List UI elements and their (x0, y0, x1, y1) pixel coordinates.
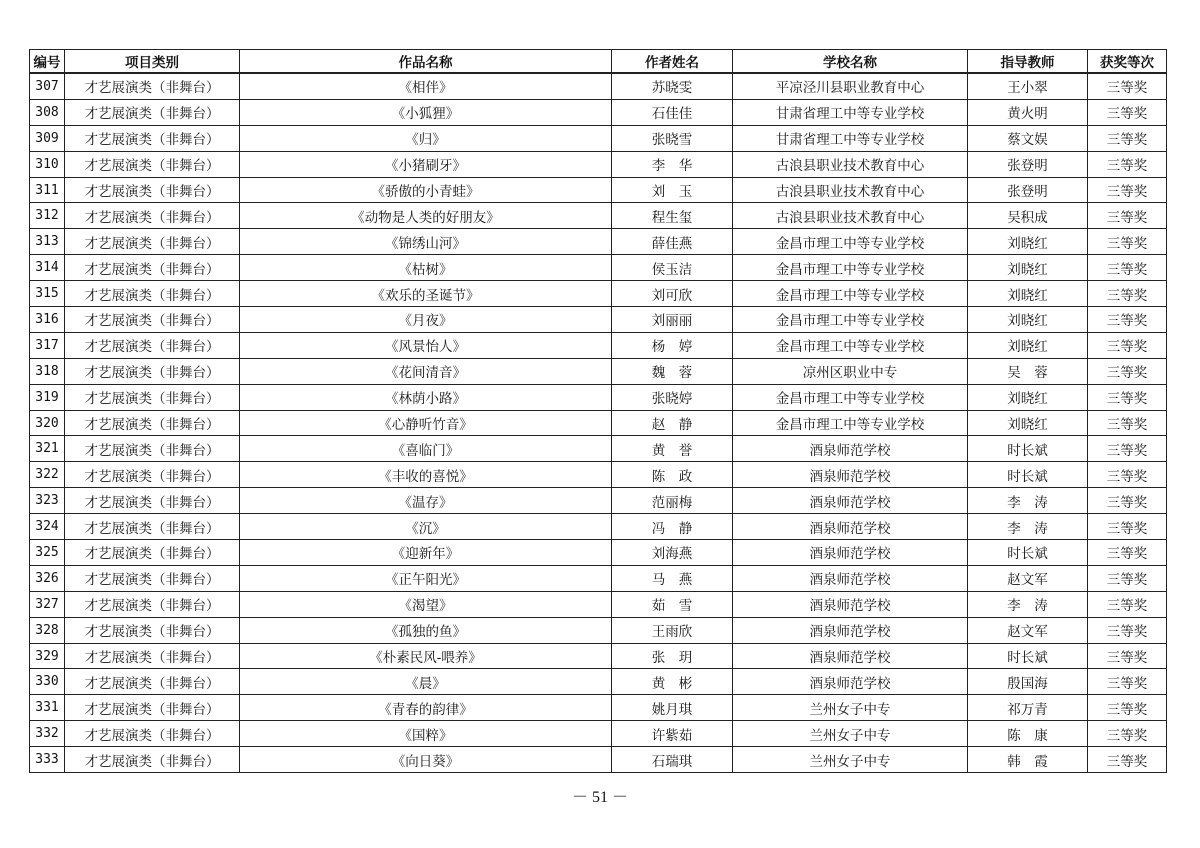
table-row (30, 643, 1167, 669)
cell-category: 才艺展演类（非舞台） (65, 384, 240, 410)
cell-teacher: 祁万青 (968, 695, 1088, 721)
cell-category: 才艺展演类（非舞台） (65, 488, 240, 514)
cell-author: 侯玉洁 (612, 255, 733, 281)
table-row (30, 695, 1167, 721)
cell-author: 张晓雪 (612, 125, 733, 151)
cell-award-level: 三等奖 (1088, 255, 1167, 281)
table-row (30, 721, 1167, 747)
cell-school: 古浪县职业技术教育中心 (733, 203, 968, 229)
cell-number: 326 (30, 565, 65, 591)
cell-author: 茹 雪 (612, 591, 733, 617)
cell-category: 才艺展演类（非舞台） (65, 643, 240, 669)
cell-teacher: 时长斌 (968, 643, 1088, 669)
table-row (30, 514, 1167, 540)
cell-author: 姚月琪 (612, 695, 733, 721)
cell-teacher: 刘晓红 (968, 255, 1088, 281)
cell-school: 酒泉师范学校 (733, 462, 968, 488)
cell-author: 许紫茹 (612, 721, 733, 747)
table-row (30, 488, 1167, 514)
table-row (30, 462, 1167, 488)
cell-number: 324 (30, 514, 65, 540)
cell-work-title: 《花间清音》 (240, 358, 612, 384)
cell-award-level: 三等奖 (1088, 384, 1167, 410)
cell-category: 才艺展演类（非舞台） (65, 617, 240, 643)
table-header-row (30, 50, 1167, 74)
cell-award-level: 三等奖 (1088, 358, 1167, 384)
cell-school: 兰州女子中专 (733, 747, 968, 773)
cell-teacher: 吴积成 (968, 203, 1088, 229)
cell-school: 酒泉师范学校 (733, 514, 968, 540)
table-row (30, 332, 1167, 358)
cell-award-level: 三等奖 (1088, 462, 1167, 488)
cell-number: 310 (30, 151, 65, 177)
cell-teacher: 李 涛 (968, 591, 1088, 617)
table-row (30, 747, 1167, 773)
cell-author: 李 华 (612, 151, 733, 177)
cell-school: 酒泉师范学校 (733, 540, 968, 566)
cell-teacher: 刘晓红 (968, 281, 1088, 307)
header-work-title: 作品名称 (240, 50, 612, 74)
header-number: 编号 (30, 50, 65, 74)
cell-category: 才艺展演类（非舞台） (65, 514, 240, 540)
table-row (30, 281, 1167, 307)
cell-number: 313 (30, 229, 65, 255)
cell-category: 才艺展演类（非舞台） (65, 669, 240, 695)
cell-school: 兰州女子中专 (733, 695, 968, 721)
cell-teacher: 刘晓红 (968, 229, 1088, 255)
cell-award-level: 三等奖 (1088, 307, 1167, 333)
table-row (30, 229, 1167, 255)
cell-work-title: 《孤独的鱼》 (240, 617, 612, 643)
cell-award-level: 三等奖 (1088, 721, 1167, 747)
cell-school: 酒泉师范学校 (733, 436, 968, 462)
cell-author: 张 玥 (612, 643, 733, 669)
cell-teacher: 吴 蓉 (968, 358, 1088, 384)
cell-work-title: 《林荫小路》 (240, 384, 612, 410)
cell-school: 兰州女子中专 (733, 721, 968, 747)
cell-teacher: 王小翠 (968, 73, 1088, 99)
cell-author: 赵 静 (612, 410, 733, 436)
cell-teacher: 黄火明 (968, 99, 1088, 125)
cell-work-title: 《温存》 (240, 488, 612, 514)
cell-category: 才艺展演类（非舞台） (65, 565, 240, 591)
cell-award-level: 三等奖 (1088, 669, 1167, 695)
cell-category: 才艺展演类（非舞台） (65, 151, 240, 177)
cell-award-level: 三等奖 (1088, 332, 1167, 358)
cell-number: 315 (30, 281, 65, 307)
cell-school: 平凉泾川县职业教育中心 (733, 73, 968, 99)
cell-award-level: 三等奖 (1088, 436, 1167, 462)
cell-teacher: 刘晓红 (968, 410, 1088, 436)
header-teacher: 指导教师 (968, 50, 1088, 74)
cell-work-title: 《心静听竹音》 (240, 410, 612, 436)
table-row (30, 73, 1167, 99)
cell-category: 才艺展演类（非舞台） (65, 747, 240, 773)
cell-category: 才艺展演类（非舞台） (65, 410, 240, 436)
cell-number: 333 (30, 747, 65, 773)
cell-award-level: 三等奖 (1088, 99, 1167, 125)
cell-award-level: 三等奖 (1088, 514, 1167, 540)
cell-school: 古浪县职业技术教育中心 (733, 151, 968, 177)
cell-number: 332 (30, 721, 65, 747)
table-row (30, 255, 1167, 281)
cell-work-title: 《渴望》 (240, 591, 612, 617)
cell-award-level: 三等奖 (1088, 488, 1167, 514)
cell-author: 薛佳燕 (612, 229, 733, 255)
cell-teacher: 时长斌 (968, 540, 1088, 566)
cell-teacher: 赵文军 (968, 617, 1088, 643)
cell-teacher: 张登明 (968, 177, 1088, 203)
cell-author: 石佳佳 (612, 99, 733, 125)
cell-work-title: 《归》 (240, 125, 612, 151)
cell-award-level: 三等奖 (1088, 591, 1167, 617)
cell-work-title: 《国粹》 (240, 721, 612, 747)
cell-school: 金昌市理工中等专业学校 (733, 255, 968, 281)
cell-category: 才艺展演类（非舞台） (65, 436, 240, 462)
cell-work-title: 《风景怡人》 (240, 332, 612, 358)
cell-award-level: 三等奖 (1088, 695, 1167, 721)
table-row (30, 203, 1167, 229)
cell-author: 苏晓雯 (612, 73, 733, 99)
cell-category: 才艺展演类（非舞台） (65, 307, 240, 333)
cell-work-title: 《小狐狸》 (240, 99, 612, 125)
cell-award-level: 三等奖 (1088, 410, 1167, 436)
cell-category: 才艺展演类（非舞台） (65, 591, 240, 617)
cell-author: 陈 政 (612, 462, 733, 488)
cell-work-title: 《小猪刷牙》 (240, 151, 612, 177)
cell-author: 程生玺 (612, 203, 733, 229)
cell-award-level: 三等奖 (1088, 203, 1167, 229)
cell-author: 刘丽丽 (612, 307, 733, 333)
cell-teacher: 李 涛 (968, 514, 1088, 540)
cell-author: 黄 彬 (612, 669, 733, 695)
table-row (30, 358, 1167, 384)
cell-award-level: 三等奖 (1088, 177, 1167, 203)
table-row (30, 410, 1167, 436)
cell-school: 甘肃省理工中等专业学校 (733, 125, 968, 151)
cell-school: 酒泉师范学校 (733, 565, 968, 591)
cell-teacher: 刘晓红 (968, 384, 1088, 410)
cell-category: 才艺展演类（非舞台） (65, 281, 240, 307)
cell-category: 才艺展演类（非舞台） (65, 203, 240, 229)
cell-number: 318 (30, 358, 65, 384)
cell-number: 331 (30, 695, 65, 721)
cell-number: 312 (30, 203, 65, 229)
cell-school: 金昌市理工中等专业学校 (733, 410, 968, 436)
cell-school: 酒泉师范学校 (733, 669, 968, 695)
cell-work-title: 《月夜》 (240, 307, 612, 333)
cell-category: 才艺展演类（非舞台） (65, 255, 240, 281)
cell-author: 魏 蓉 (612, 358, 733, 384)
cell-school: 甘肃省理工中等专业学校 (733, 99, 968, 125)
cell-category: 才艺展演类（非舞台） (65, 721, 240, 747)
cell-number: 322 (30, 462, 65, 488)
cell-school: 酒泉师范学校 (733, 488, 968, 514)
cell-award-level: 三等奖 (1088, 229, 1167, 255)
cell-author: 刘 玉 (612, 177, 733, 203)
cell-author: 黄 誉 (612, 436, 733, 462)
cell-author: 刘海燕 (612, 540, 733, 566)
cell-award-level: 三等奖 (1088, 565, 1167, 591)
cell-school: 金昌市理工中等专业学校 (733, 307, 968, 333)
cell-teacher: 陈 康 (968, 721, 1088, 747)
cell-number: 327 (30, 591, 65, 617)
cell-work-title: 《动物是人类的好朋友》 (240, 203, 612, 229)
cell-school: 金昌市理工中等专业学校 (733, 229, 968, 255)
cell-award-level: 三等奖 (1088, 151, 1167, 177)
table-row (30, 99, 1167, 125)
cell-number: 308 (30, 99, 65, 125)
cell-category: 才艺展演类（非舞台） (65, 229, 240, 255)
table-row (30, 436, 1167, 462)
cell-teacher: 蔡文娱 (968, 125, 1088, 151)
cell-number: 325 (30, 540, 65, 566)
cell-number: 311 (30, 177, 65, 203)
table-row (30, 384, 1167, 410)
cell-work-title: 《青春的韵律》 (240, 695, 612, 721)
cell-category: 才艺展演类（非舞台） (65, 332, 240, 358)
cell-award-level: 三等奖 (1088, 281, 1167, 307)
table-row (30, 307, 1167, 333)
cell-author: 范丽梅 (612, 488, 733, 514)
cell-award-level: 三等奖 (1088, 540, 1167, 566)
cell-teacher: 张登明 (968, 151, 1088, 177)
cell-work-title: 《枯树》 (240, 255, 612, 281)
cell-number: 314 (30, 255, 65, 281)
table-row (30, 591, 1167, 617)
cell-school: 凉州区职业中专 (733, 358, 968, 384)
cell-number: 309 (30, 125, 65, 151)
cell-category: 才艺展演类（非舞台） (65, 358, 240, 384)
table-body (30, 73, 1167, 773)
cell-school: 酒泉师范学校 (733, 617, 968, 643)
cell-teacher: 时长斌 (968, 462, 1088, 488)
cell-work-title: 《晨》 (240, 669, 612, 695)
cell-teacher: 殷国海 (968, 669, 1088, 695)
cell-work-title: 《迎新年》 (240, 540, 612, 566)
cell-category: 才艺展演类（非舞台） (65, 73, 240, 99)
cell-award-level: 三等奖 (1088, 747, 1167, 773)
cell-number: 321 (30, 436, 65, 462)
cell-work-title: 《丰收的喜悦》 (240, 462, 612, 488)
cell-work-title: 《向日葵》 (240, 747, 612, 773)
table-row (30, 565, 1167, 591)
cell-author: 马 燕 (612, 565, 733, 591)
header-category: 项目类别 (65, 50, 240, 74)
page-number: － 51 － (571, 789, 628, 806)
cell-teacher: 刘晓红 (968, 332, 1088, 358)
cell-number: 329 (30, 643, 65, 669)
cell-teacher: 韩 霞 (968, 747, 1088, 773)
cell-teacher: 时长斌 (968, 436, 1088, 462)
cell-category: 才艺展演类（非舞台） (65, 695, 240, 721)
cell-work-title: 《朴素民风-喂养》 (240, 643, 612, 669)
cell-work-title: 《骄傲的小青蛙》 (240, 177, 612, 203)
cell-work-title: 《欢乐的圣诞节》 (240, 281, 612, 307)
cell-number: 323 (30, 488, 65, 514)
cell-author: 石瑞琪 (612, 747, 733, 773)
cell-school: 古浪县职业技术教育中心 (733, 177, 968, 203)
cell-award-level: 三等奖 (1088, 125, 1167, 151)
cell-category: 才艺展演类（非舞台） (65, 99, 240, 125)
table-row (30, 125, 1167, 151)
cell-work-title: 《正午阳光》 (240, 565, 612, 591)
table-row (30, 617, 1167, 643)
cell-number: 317 (30, 332, 65, 358)
cell-number: 307 (30, 73, 65, 99)
cell-award-level: 三等奖 (1088, 617, 1167, 643)
cell-category: 才艺展演类（非舞台） (65, 540, 240, 566)
cell-teacher: 李 涛 (968, 488, 1088, 514)
cell-school: 金昌市理工中等专业学校 (733, 332, 968, 358)
cell-school: 酒泉师范学校 (733, 591, 968, 617)
cell-school: 金昌市理工中等专业学校 (733, 281, 968, 307)
cell-number: 319 (30, 384, 65, 410)
table-row (30, 540, 1167, 566)
cell-number: 320 (30, 410, 65, 436)
cell-school: 金昌市理工中等专业学校 (733, 384, 968, 410)
cell-work-title: 《喜临门》 (240, 436, 612, 462)
table-row (30, 177, 1167, 203)
cell-author: 冯 静 (612, 514, 733, 540)
cell-teacher: 刘晓红 (968, 307, 1088, 333)
cell-author: 刘可欣 (612, 281, 733, 307)
cell-category: 才艺展演类（非舞台） (65, 125, 240, 151)
cell-author: 王雨欣 (612, 617, 733, 643)
cell-number: 328 (30, 617, 65, 643)
cell-category: 才艺展演类（非舞台） (65, 462, 240, 488)
cell-category: 才艺展演类（非舞台） (65, 177, 240, 203)
table-row (30, 669, 1167, 695)
header-author: 作者姓名 (612, 50, 733, 74)
table-row (30, 151, 1167, 177)
cell-number: 316 (30, 307, 65, 333)
cell-number: 330 (30, 669, 65, 695)
cell-work-title: 《相伴》 (240, 73, 612, 99)
awards-table (29, 49, 1167, 773)
cell-teacher: 赵文军 (968, 565, 1088, 591)
cell-award-level: 三等奖 (1088, 73, 1167, 99)
cell-author: 张晓婷 (612, 384, 733, 410)
cell-author: 杨 婷 (612, 332, 733, 358)
header-school: 学校名称 (733, 50, 968, 74)
cell-work-title: 《锦绣山河》 (240, 229, 612, 255)
header-award-level: 获奖等次 (1088, 50, 1167, 74)
cell-school: 酒泉师范学校 (733, 643, 968, 669)
cell-work-title: 《沉》 (240, 514, 612, 540)
cell-award-level: 三等奖 (1088, 643, 1167, 669)
